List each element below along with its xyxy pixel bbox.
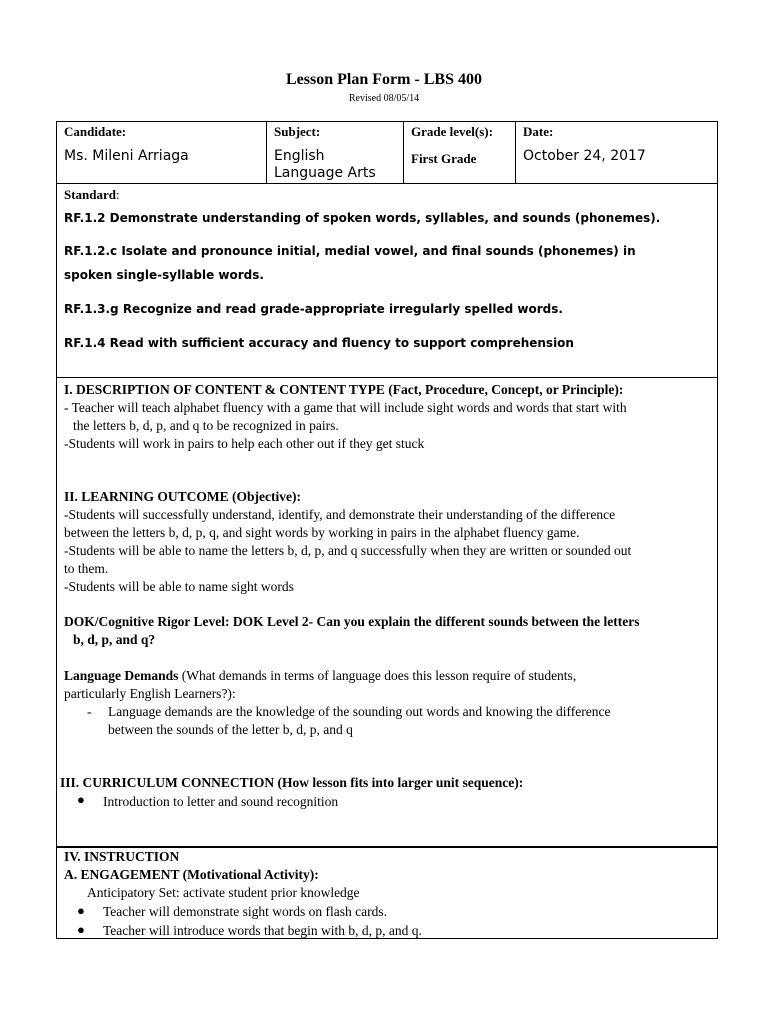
subject-label: Subject:	[274, 124, 321, 139]
bullet-icon: ●	[77, 922, 85, 937]
revised-date: Revised 08/05/14	[348, 93, 420, 104]
standard-label: Standard:	[64, 187, 120, 202]
grade-value: First Grade	[411, 151, 477, 166]
section1-heading: I. DESCRIPTION OF CONTENT & CONTENT TYPE (Fact, Procedure, Concept, or Principle):	[64, 382, 624, 397]
standard-item: spoken single-syllable words.	[64, 268, 264, 282]
section2-line: -Students will be able to name sight words	[64, 579, 294, 594]
standard-item: RF.1.4 Read with sufficient accuracy and fluency to support comprehension	[64, 336, 574, 350]
language-item-line: between the sounds of the letter b, d, p, and q	[108, 722, 353, 737]
section3-heading: III. CURRICULUM CONNECTION (How lesson fits into larger unit sequence):	[60, 775, 524, 790]
dash-marker: -	[87, 704, 92, 719]
dok-line: b, d, p, and q?	[73, 632, 156, 647]
standard-item: RF.1.2.c Isolate and pronounce initial, medial vowel, and final sounds (phonemes) in	[64, 244, 636, 258]
section2-heading: II. LEARNING OUTCOME (Objective):	[64, 489, 301, 504]
candidate-value: Ms. Mileni Arriaga	[64, 148, 189, 164]
instruction-box	[56, 847, 718, 939]
grade-cell	[403, 122, 515, 183]
anticipatory-set: Anticipatory Set: activate student prior knowledge	[87, 885, 360, 900]
section2-line: between the letters b, d, p, q, and sight words by working in pairs in the alphabet fluency game.	[64, 525, 580, 540]
info-table	[56, 121, 718, 184]
standard-item: RF.1.2 Demonstrate understanding of spoken words, syllables, and sounds (phonemes).	[64, 211, 661, 225]
date-label: Date:	[523, 124, 554, 139]
content-box	[56, 378, 718, 847]
candidate-cell	[57, 122, 266, 183]
date-cell	[515, 122, 719, 183]
language-demands-line: particularly English Learners?):	[64, 686, 236, 701]
candidate-label: Candidate:	[64, 124, 127, 139]
section2-line: -Students will be able to name the letters b, d, p, and q successfully when they are written or sounded out	[64, 543, 632, 558]
subject-cell	[266, 122, 403, 183]
section1-line: -Students will work in pairs to help each other out if they get stuck	[64, 436, 425, 451]
dok-line: DOK/Cognitive Rigor Level: DOK Level 2- Can you explain the different sounds between the letters	[64, 614, 640, 629]
section1-line: the letters b, d, p, and q to be recognized in pairs.	[73, 418, 339, 433]
language-item-line: Language demands are the knowledge of the sounding out words and knowing the difference	[108, 704, 611, 719]
standard-item: RF.1.3.g Recognize and read grade-appropriate irregularly spelled words.	[64, 302, 563, 316]
bullet-icon: ●	[77, 903, 85, 918]
subject-value-line1: English	[274, 148, 325, 164]
grade-label: Grade level(s):	[411, 124, 493, 139]
bullet-icon: ●	[77, 792, 85, 807]
instruction-item: Teacher will demonstrate sight words on flash cards.	[103, 904, 387, 919]
form-title: Lesson Plan Form - LBS 400	[285, 71, 482, 88]
section1-line: - Teacher will teach alphabet fluency with a game that will include sight words and words that start with	[64, 400, 627, 415]
section3-item: Introduction to letter and sound recognition	[103, 794, 339, 809]
instruction-item: Teacher will introduce words that begin with b, d, p, and q.	[103, 923, 422, 938]
section4-heading: IV. INSTRUCTION	[64, 849, 180, 864]
date-value: October 24, 2017	[523, 148, 646, 164]
section2-line: to them.	[64, 561, 109, 576]
section2-line: -Students will successfully understand, identify, and demonstrate their understanding of the difference	[64, 507, 616, 522]
subject-value	[274, 148, 376, 182]
engagement-heading: A. ENGAGEMENT (Motivational Activity):	[64, 867, 319, 882]
subject-value-line2: Language Arts	[274, 165, 376, 181]
language-demands-line: Language Demands (What demands in terms of language does this lesson require of students,	[64, 668, 577, 683]
standard-box	[56, 184, 718, 378]
